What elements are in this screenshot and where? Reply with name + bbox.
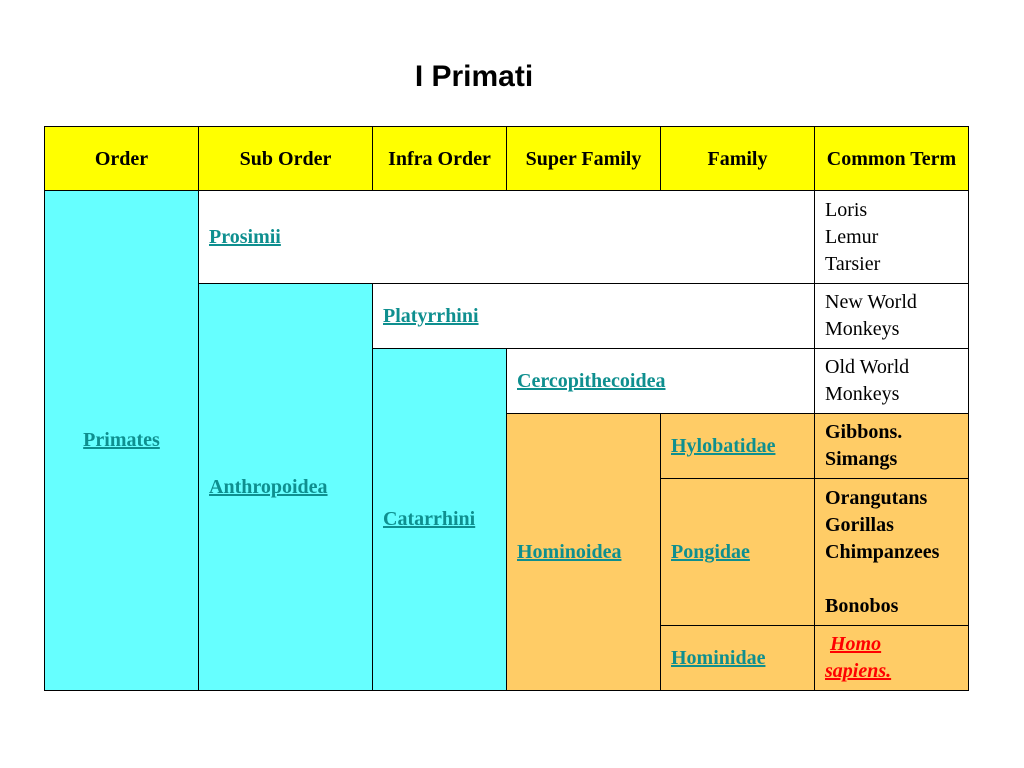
common-text: New World [825, 291, 917, 313]
common-cercopithecoidea [815, 349, 969, 414]
hominoidea-cell [507, 414, 661, 691]
common-hominidae [815, 626, 969, 691]
common-text: Orangutans [825, 486, 928, 509]
anthropoidea-link[interactable]: Anthropoidea [209, 475, 328, 498]
header-row [45, 127, 969, 191]
common-text: Chimpanzees [825, 540, 940, 563]
platyrrhini-link[interactable]: Platyrrhini [383, 304, 479, 327]
header-infra-order: Infra Order [373, 127, 507, 191]
platyrrhini-cell [373, 284, 815, 349]
common-platyrrhini [815, 284, 969, 349]
common-text: Loris [825, 198, 868, 221]
prosimii-link[interactable]: Prosimii [209, 225, 281, 248]
hominidae-cell [661, 626, 815, 691]
header-common-term: Common Term [815, 127, 969, 191]
pongidae-cell [661, 479, 815, 626]
homo-link[interactable]: Homo [830, 633, 882, 655]
cercopithecoidea-link[interactable]: Cercopithecoidea [517, 369, 666, 392]
hominoidea-link[interactable]: Hominoidea [517, 540, 622, 563]
catarrhini-cell [373, 349, 507, 691]
order-cell [45, 191, 199, 691]
header-sub-order: Sub Order [199, 127, 373, 191]
common-text: Simangs [825, 448, 898, 470]
hominidae-link[interactable]: Hominidae [671, 646, 766, 669]
common-text: Lemur [825, 225, 879, 248]
common-text: Monkeys [825, 383, 900, 405]
header-super-family: Super Family [507, 127, 661, 191]
primates-link[interactable]: Primates [83, 429, 160, 451]
sapiens-link[interactable]: sapiens. [825, 660, 892, 682]
anthropoidea-cell [199, 284, 373, 691]
catarrhini-link[interactable]: Catarrhini [383, 508, 476, 530]
common-text: Old World [825, 356, 910, 378]
prosimii-cell [199, 191, 815, 284]
common-text: Bonobos [825, 594, 899, 617]
header-order: Order [45, 127, 199, 191]
hylobatidae-cell [661, 414, 815, 479]
common-text: Tarsier [825, 252, 881, 275]
common-text: Gibbons. [825, 421, 903, 443]
pongidae-link[interactable]: Pongidae [671, 540, 750, 563]
page-title: I Primati [414, 60, 534, 93]
common-prosimii [815, 191, 969, 284]
hylobatidae-link[interactable]: Hylobatidae [671, 434, 776, 457]
common-pongidae [815, 479, 969, 626]
common-hylobatidae [815, 414, 969, 479]
common-text: Gorillas [825, 513, 894, 536]
table-row [45, 191, 969, 284]
taxonomy-table [44, 126, 969, 691]
cercopithecoidea-cell [507, 349, 815, 414]
blank-line [825, 566, 958, 593]
common-text: Monkeys [825, 318, 900, 340]
header-family: Family [661, 127, 815, 191]
